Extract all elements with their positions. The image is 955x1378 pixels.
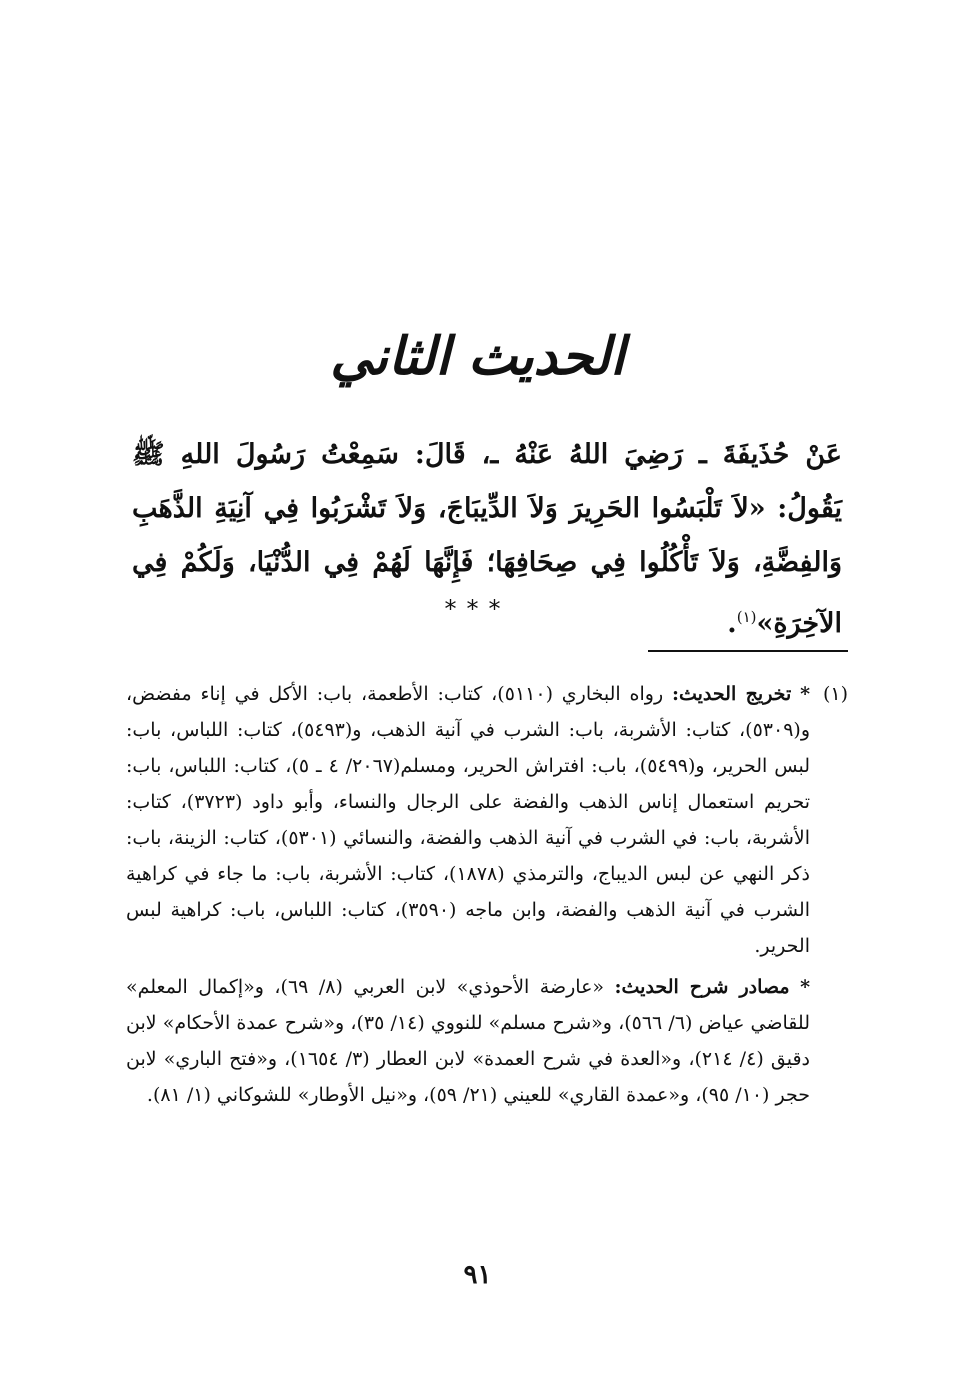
masadir-heading: مصادر شرح الحديث: bbox=[614, 976, 790, 998]
hadith-title: الحديث الثاني bbox=[330, 326, 625, 387]
footnote-divider bbox=[648, 650, 848, 652]
page-number: ٩١ bbox=[463, 1260, 492, 1290]
takhrij-heading: تخريج الحديث: bbox=[671, 683, 792, 705]
footnote-star: * bbox=[800, 976, 810, 998]
footnote-number: (١) bbox=[822, 683, 848, 705]
masadir-text: «عارضة الأحوذي» لابن العربي (٨/ ٦٩)، و«إكمال المعلم» للقاضي عياض (٦/ ٥٦٦)، و«شرح مسلم» للنووي (١٤/ ٣٥)، و«شرح عمدة الأحكام» لابن دقيق (٤/ ٢١٤)، و«العدة في شرح العمدة» لابن العطار (٣/ ١٦٥٤)، و«فتح الباري» لابن حجر (١٠/ ٩٥)، و«عمدة القاري» للعيني (٢١/ ٥٩)، و«نيل الأوطار» للشوكاني (١/ ٨١). bbox=[126, 976, 810, 1106]
hadith-matn: عَنْ حُذَيفَةَ ـ رَضِيَ اللهُ عَنْهُ ـ، قَالَ: سَمِعْتُ رَسُولَ اللهِ ﷺ يَقُولُ: «لاَ تَلْبَسُوا الحَرِيرَ وَلاَ الدِّيبَاجَ، وَلاَ تَشْرَبُوا فِي آنِيَةِ الذَّهَبِ وَالفِضَّةِ، وَلاَ تَأْكُلُوا فِي صِحَافِهَا؛ فَإِنَّهَا لَهُمْ فِي الدُّنْيَا، وَلَكُمْ فِي الآخِرَةِ» bbox=[132, 439, 842, 639]
footnotes-section bbox=[126, 676, 846, 1113]
hadith-end-punctuation: . bbox=[727, 608, 737, 639]
footnote-takhrij bbox=[126, 676, 846, 964]
takhrij-text: رواه البخاري (٥١١٠)، كتاب: الأطعمة، باب: الأكل في إناء مفضض، و(٥٣٠٩)، كتاب: الأشربة، باب: الشرب في آنية الذهب، و(٥٤٩٣)، كتاب: اللباس، باب: لبس الحرير، و(٥٤٩٩)، باب: افتراش الحرير، ومسلم(٢٠٦٧/ ٤ ـ ٥)، كتاب: اللباس، باب: تحريم استعمال إناس الذهب والفضة على الرجال والنساء، وأبو داود (٣٧٢٣)، كتاب: الأشربة، باب: في الشرب في آنية الذهب والفضة، والنسائي (٥٣٠١)، كتاب: الزينة، باب: ذكر النهي عن لبس الديباج، والترمذي (١٨٧٨)، كتاب: الأشربة، باب: ما جاء في كراهية الشرب في آنية الذهب والفضة، وابن ماجه (٣٥٩٠)، كتاب: اللباس، باب: كراهية لبس الحرير. bbox=[126, 683, 810, 957]
footnote-star: * bbox=[800, 683, 811, 705]
section-separator: *** bbox=[444, 595, 511, 623]
footnote-masadir bbox=[126, 969, 846, 1113]
footnote-reference[interactable]: (١) bbox=[736, 608, 757, 626]
